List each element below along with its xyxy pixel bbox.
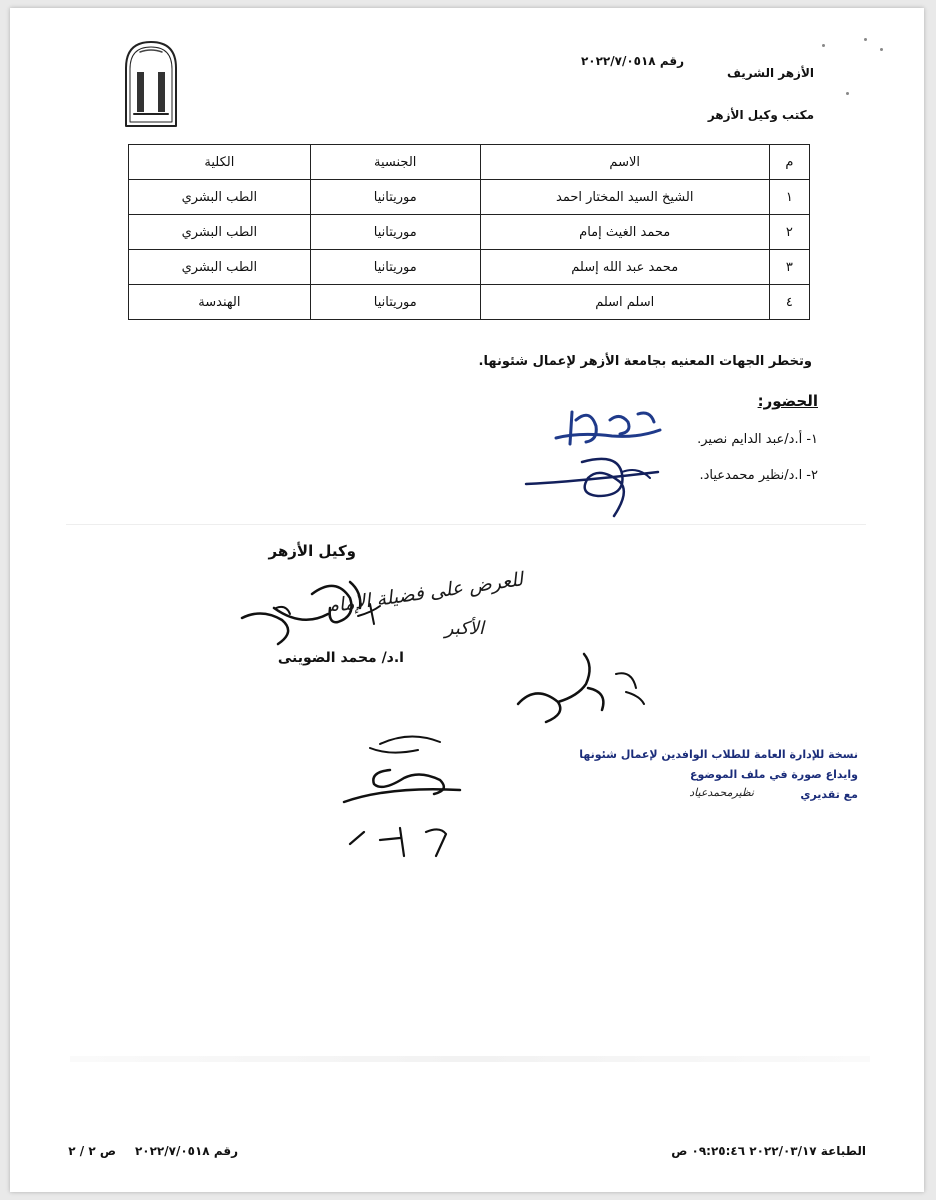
attendance-member: ٢- ا.د/نظير محمدعياد. xyxy=(699,468,818,483)
student-name: محمد عبد الله إسلم xyxy=(480,250,769,285)
scan-speck xyxy=(864,38,867,41)
student-nationality: موريتانيا xyxy=(310,180,480,215)
table-row xyxy=(129,250,810,285)
column-header-name: الاسم xyxy=(480,145,769,180)
student-nationality: موريتانيا xyxy=(310,215,480,250)
faint-divider xyxy=(66,524,866,525)
student-name: اسلم اسلم xyxy=(480,285,769,320)
footer-ref-number: ٢٠٢٢/٧/٠٥١٨ xyxy=(134,1144,210,1158)
header-ref xyxy=(581,54,684,68)
header-ref-label: رقم xyxy=(659,54,684,68)
student-college: الهندسة xyxy=(129,285,311,320)
signature-dean xyxy=(232,568,392,658)
row-number: ٤ xyxy=(769,285,809,320)
footer-ref-label: رقم xyxy=(213,1144,238,1158)
footer-print-date: الطباعة ٢٠٢٢/٠٣/١٧ ٠٩:٢٥:٤٦ ص xyxy=(671,1144,866,1158)
signature-abdeldayem xyxy=(550,400,670,456)
signature-nazeer xyxy=(522,452,662,520)
student-nationality: موريتانيا xyxy=(310,285,480,320)
student-college: الطب البشري xyxy=(129,215,311,250)
student-name: الشيخ السيد المختار احمد xyxy=(480,180,769,215)
footer-page-number: ص ٢ / ٢ xyxy=(68,1144,116,1158)
column-header-college: الكلية xyxy=(129,145,311,180)
attendance-member: ١- أ.د/عبد الدايم نصير. xyxy=(697,432,818,447)
student-nationality: موريتانيا xyxy=(310,250,480,285)
row-number: ٢ xyxy=(769,215,809,250)
column-header-nationality: الجنسية xyxy=(310,145,480,180)
faint-artifact xyxy=(70,1056,870,1062)
signatory-name: ا.د/ محمد الضوينى xyxy=(277,650,404,666)
office-name: مكتب وكيل الأزهر xyxy=(707,108,814,122)
handwritten-note-line2: الأكبر xyxy=(444,618,484,639)
table-row xyxy=(129,215,810,250)
table-header-row xyxy=(129,145,810,180)
column-header-number: م xyxy=(769,145,809,180)
body-paragraph: وتخطر الجهات المعنيه بجامعة الأزهر لإعمال شئونها. xyxy=(478,354,812,369)
copy-note-signer: نظيرمحمدعياد xyxy=(689,786,754,799)
org-name: الأزهر الشريف xyxy=(726,66,814,80)
signatory-title: وكيل الأزهر xyxy=(268,542,356,560)
student-name: محمد الغيث إمام xyxy=(480,215,769,250)
scan-speck xyxy=(822,44,825,47)
scan-speck xyxy=(846,92,849,95)
signature-middle xyxy=(506,644,666,734)
row-number: ٣ xyxy=(769,250,809,285)
footer-ref xyxy=(135,1144,238,1158)
scan-speck xyxy=(880,48,883,51)
student-college: الطب البشري xyxy=(129,180,311,215)
table-row xyxy=(129,180,810,215)
handwritten-note-line1: للعرض على فضيلة الإمام xyxy=(325,568,525,618)
copy-note-line2: وايداع صورة في ملف الموضوع xyxy=(690,768,858,781)
copy-note-line1: نسخة للإدارة العامة للطلاب الوافدين لإعمال شئونها xyxy=(579,748,858,761)
signature-lower-left xyxy=(330,720,480,870)
row-number: ١ xyxy=(769,180,809,215)
document-page xyxy=(10,8,924,1192)
al-azhar-logo xyxy=(120,38,182,130)
students-table xyxy=(128,144,810,320)
attendance-heading: الحضور: xyxy=(757,392,818,410)
student-college: الطب البشري xyxy=(129,250,311,285)
copy-note-line3: مع تقديري xyxy=(800,788,858,801)
header-ref-number: ٢٠٢٢/٧/٠٥١٨ xyxy=(580,54,656,68)
table-row xyxy=(129,285,810,320)
